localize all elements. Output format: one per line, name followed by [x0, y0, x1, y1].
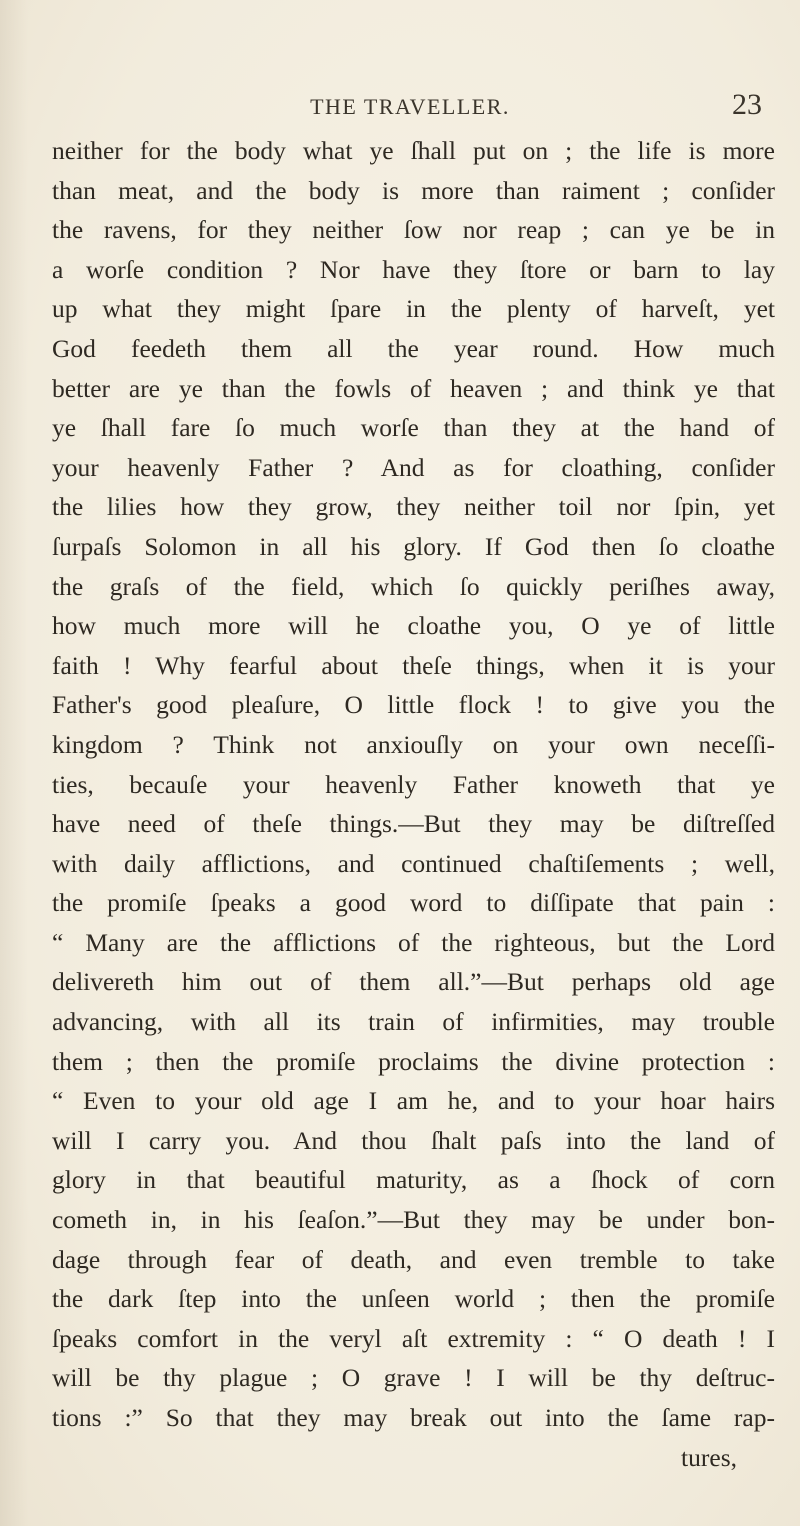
text-line: a worſe condition ? Nor have they ſtore or barn to lay: [52, 254, 775, 284]
text-line: dage through fear of death, and even tremble to take: [52, 1244, 775, 1274]
text-line: will be thy plague ; O grave ! I will be thy deſtruc-: [52, 1363, 775, 1393]
text-line: your heavenly Father ? And as for cloathing, conſider: [52, 452, 775, 482]
text-line: “ Even to your old age I am he, and to your hoar hairs: [52, 1086, 775, 1116]
text-line: delivereth him out of them all.”—But perhaps old age: [52, 967, 775, 997]
gutter-shadow: [0, 0, 28, 1526]
text-line: “ Many are the afflictions of the righteous, but the Lord: [52, 927, 775, 957]
catchword-line: tures,: [681, 1442, 737, 1472]
text-line: faith ! Why fearful about theſe things, when it is your: [52, 650, 775, 680]
text-line: ye ſhall fare ſo much worſe than they at the hand of: [52, 413, 775, 443]
text-line: up what they might ſpare in the plenty of harveſt, yet: [52, 294, 775, 324]
text-line: glory in that beautiful maturity, as a ſhock of corn: [52, 1165, 775, 1195]
text-line: advancing, with all its train of infirmities, may trouble: [52, 1007, 775, 1037]
text-line: tions :” So that they may break out into the ſame rap-: [52, 1403, 775, 1432]
text-line: ſurpaſs Solomon in all his glory. If God then ſo cloathe: [52, 531, 775, 561]
text-line: kingdom ? Think not anxiouſly on your own neceſſi-: [52, 729, 775, 759]
text-line: the lilies how they grow, they neither toil nor ſpin, yet: [52, 492, 775, 522]
text-line: the graſs of the field, which ſo quickly periſhes away,: [52, 571, 775, 601]
text-line: will I carry you. And thou ſhalt paſs into the land of: [52, 1125, 775, 1155]
text-line: ties, becauſe your heavenly Father knoweth that ye: [52, 769, 775, 799]
text-line: neither for the body what ye ſhall put on ; the life is more: [52, 136, 775, 165]
text-line: them ; then the promiſe proclaims the divine protection :: [52, 1046, 775, 1076]
text-line: the dark ſtep into the unſeen world ; then the promiſe: [52, 1284, 775, 1314]
text-line: with daily afflictions, and continued chaſtiſements ; well,: [52, 848, 775, 878]
text-line: the promiſe ſpeaks a good word to diſſipate that pain :: [52, 888, 775, 918]
text-line: have need of theſe things.—But they may be diſtreſſed: [52, 809, 775, 839]
page-header: [60, 88, 760, 128]
text-line: Father's good pleaſure, O little flock ! to give you the: [52, 690, 775, 720]
text-line: cometh in, in his ſeaſon.”—But they may be under bon-: [52, 1205, 775, 1235]
body-text: [52, 131, 775, 1477]
text-line: ſpeaks comfort in the veryl aſt extremity : “ O death ! I: [52, 1323, 775, 1353]
text-line: the ravens, for they neither ſow nor reap ; can ye be in: [52, 215, 775, 245]
text-line: how much more will he cloathe you, O ye of little: [52, 611, 775, 641]
text-line: than meat, and the body is more than raiment ; conſider: [52, 175, 775, 205]
running-head: THE TRAVELLER.: [310, 94, 510, 119]
text-line: God feedeth them all the year round. How much: [52, 333, 775, 363]
page-number: 23: [732, 88, 762, 121]
text-line: better are ye than the fowls of heaven ; and think ye that: [52, 373, 775, 403]
